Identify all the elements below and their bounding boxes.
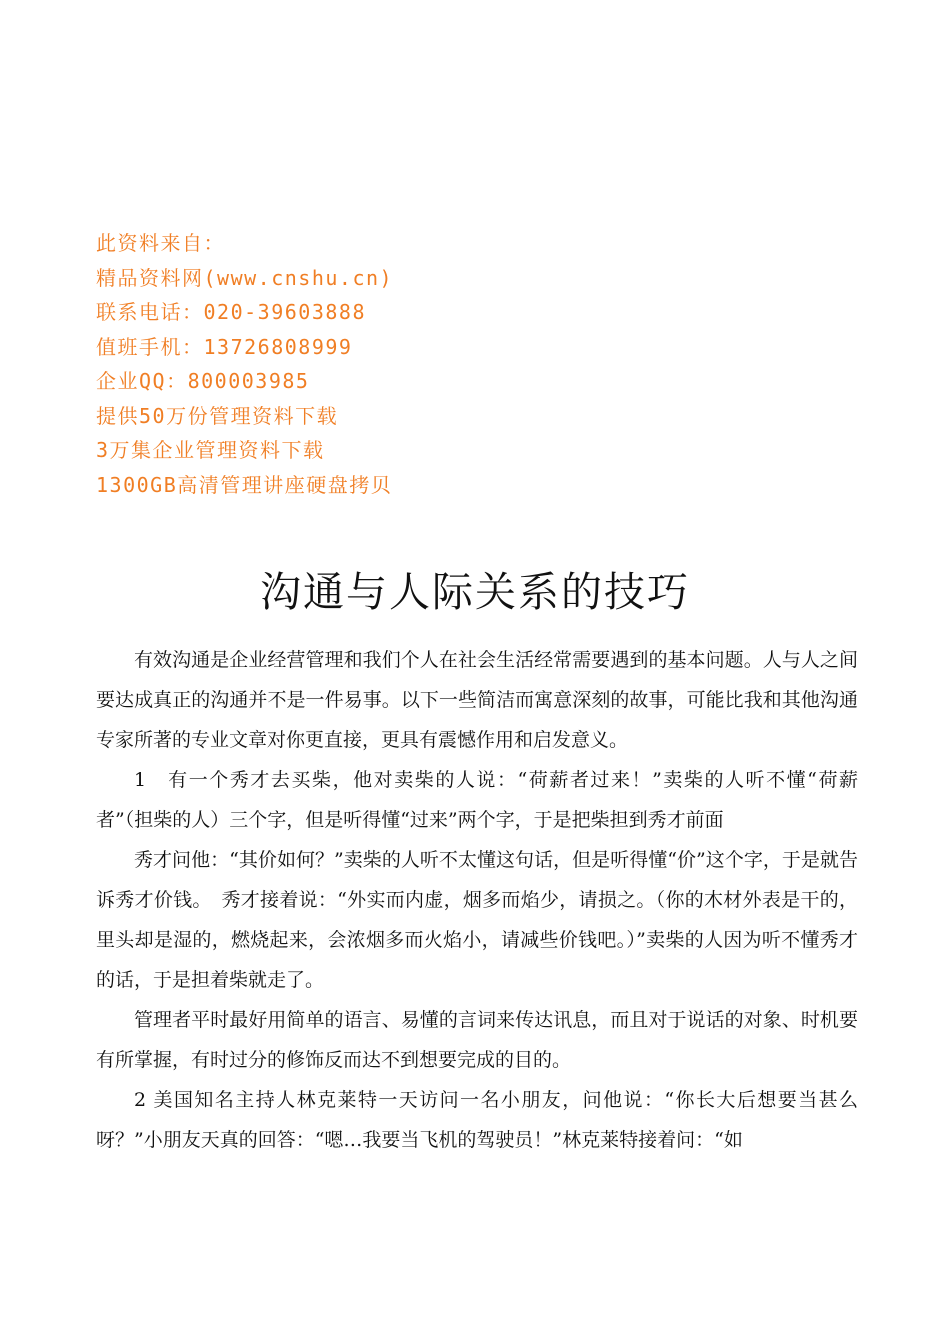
paragraph: 1 有一个秀才去买柴，他对卖柴的人说：“荷薪者过来！”卖柴的人听不懂“荷薪者”（担柴的人）三个字，但是听得懂“过来”两个字，于是把柴担到秀才前面 — [96, 769, 858, 831]
source-info-line: 精品资料网(www.cnshu.cn) — [96, 265, 394, 290]
source-info-line: 联系电话：020-39603888 — [96, 300, 366, 324]
source-info-line: 值班手机：13726808999 — [96, 334, 353, 359]
source-info-block — [96, 226, 596, 502]
source-info-line: 提供50万份管理资料下载 — [96, 403, 339, 428]
source-info-line: 3万集企业管理资料下载 — [96, 438, 325, 462]
source-info-line: 企业QQ：800003985 — [96, 369, 310, 393]
source-info-line: 此资料来自： — [96, 231, 225, 255]
document-body — [96, 640, 858, 1160]
paragraph: 管理者平时最好用简单的语言、易懂的言词来传达讯息，而且对于说话的对象、时机要有所掌握，有时过分的修饰反而达不到想要完成的目的。 — [96, 1009, 858, 1071]
paragraph: 有效沟通是企业经营管理和我们个人在社会生活经常需要遇到的基本问题。人与人之间要达成真正的沟通并不是一件易事。以下一些简洁而寓意深刻的故事，可能比我和其他沟通专家所著的专业文章对你更直接，更具有震憾作用和启发意义。 — [96, 649, 858, 751]
document-title: 沟通与人际关系的技巧 — [260, 568, 690, 616]
paragraph: 秀才问他：“其价如何？”卖柴的人听不太懂这句话，但是听得懂“价”这个字，于是就告诉秀才价钱。 秀才接着说：“外实而内虚，烟多而焰少，请损之。（你的木材外表是干的，里头却是湿的，燃烧起来，会浓烟多而火焰小，请减些价钱吧。）”卖柴的人因为听不懂秀才的话，于是担着柴就走了。 — [96, 849, 858, 991]
source-info-line: 1300GB高清管理讲座硬盘拷贝 — [96, 472, 393, 497]
paragraph: 2 美国知名主持人林克莱特一天访问一名小朋友，问他说：“你长大后想要当甚么呀？”小朋友天真的回答：“嗯…我要当飞机的驾驶员！”林克莱特接着问：“如 — [96, 1089, 858, 1151]
